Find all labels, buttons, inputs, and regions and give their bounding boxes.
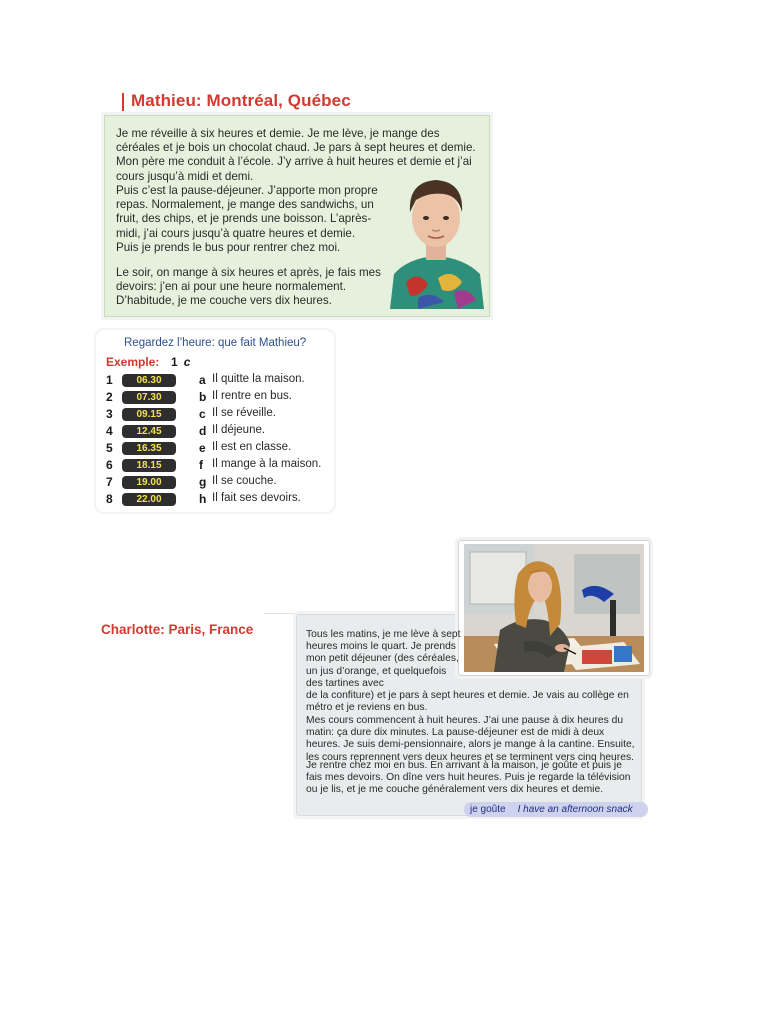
row-number: 3: [106, 407, 113, 421]
answer-sentence: Il se réveille.: [212, 407, 276, 419]
gloss-french: je goûte: [470, 804, 506, 815]
time-badge: 22.00: [122, 493, 176, 506]
mathieu-title: Mathieu: Montréal, Québec: [127, 91, 355, 111]
answer-letter: g: [199, 475, 207, 489]
answer-letter: b: [199, 390, 207, 404]
row-number: 6: [106, 458, 113, 472]
answer-sentence: Il mange à la maison.: [212, 458, 322, 470]
time-badge: 18.15: [122, 459, 176, 472]
answer-letter: d: [199, 424, 207, 438]
mathieu-paragraph-2: Puis c’est la pause-déjeuner. J’apporte mon propre repas. Normalement, je mange des sandwichs, un fruit, des chips, et je prends une boisson. L’après-midi, j’ai cours jusqu’à quatre heures et demie. Puis je prends le bus pour rentrer chez moi.: [116, 184, 378, 254]
charlotte-photo: [464, 544, 644, 672]
title-accent-bar: [122, 93, 124, 111]
time-badge: 07.30: [122, 391, 176, 404]
row-number: 8: [106, 492, 113, 506]
time-badge: 19.00: [122, 476, 176, 489]
vocabulary-gloss: [464, 802, 648, 817]
example-letter: c: [183, 355, 191, 369]
charlotte-paragraph-3: Je rentre chez moi en bus. En arrivant à la maison, je goûte et puis je fais mes devoirs. On dîne vers huit heures. Puis je regarde la télévision ou je lis, et je me couche généralement vers dix heures et demie.: [306, 760, 631, 796]
answer-sentence: Il rentre en bus.: [212, 390, 292, 402]
mathieu-paragraph-1: Je me réveille à six heures et demie. Je me lève, je mange des céréales et je bois un chocolat chaud. Je pars à sept heures et demie. Mon père me conduit à l’école. J’y arrive à huit heures et demie et j’ai cours jusqu’à midi et demi.: [116, 127, 476, 183]
answer-letter: f: [199, 458, 203, 472]
charlotte-paragraph-1-end: de la confiture) et je pars à sept heures et demie. Je vais au collège en métro et je reviens en bus.: [306, 690, 629, 714]
charlotte-title: Charlotte: Paris, France: [101, 622, 254, 637]
charlotte-paragraph-2: Mes cours commencent à huit heures. J’ai une pause à dix heures du matin: ça dure dix minutes. La pause-déjeuner est de midi à deux heures. Je suis demi-pensionnaire, alors je mange à la cantine. Ensuite, les cours reprennent vers deux heures et se terminent vers cinq heures.: [306, 715, 635, 763]
time-badge: 16.35: [122, 442, 176, 455]
answer-letter: c: [199, 407, 206, 421]
answer-letter: e: [199, 441, 206, 455]
answer-sentence: Il déjeune.: [212, 424, 266, 436]
charlotte-paragraph-1-start: Tous les matins, je me lève à sept heures moins le quart. Je prends mon petit déjeuner (des céréales, un jus d’orange, et quelquefois des tartines avec: [306, 629, 461, 689]
answer-sentence: Il fait ses devoirs.: [212, 492, 301, 504]
answer-sentence: Il quitte la maison.: [212, 373, 305, 385]
answer-sentence: Il est en classe.: [212, 441, 292, 453]
mathieu-paragraph-3: Le soir, on mange à six heures et après, je fais mes devoirs: j’en ai pour une heure normalement. D’habitude, je me couche vers dix heures.: [116, 266, 381, 308]
row-number: 7: [106, 475, 113, 489]
answer-letter: a: [199, 373, 206, 387]
answer-sentence: Il se couche.: [212, 475, 277, 487]
mathieu-photo: [388, 170, 484, 309]
time-badge: 12.45: [122, 425, 176, 438]
exercise-question: Regardez l’heure: que fait Mathieu?: [124, 337, 307, 349]
answer-letter: h: [199, 492, 207, 506]
row-number: 2: [106, 390, 113, 404]
row-number: 5: [106, 441, 113, 455]
time-badge: 09.15: [122, 408, 176, 421]
time-badge: 06.30: [122, 374, 176, 387]
example-answer: [171, 355, 190, 369]
gloss-english: I have an afternoon snack: [517, 804, 633, 815]
row-number: 1: [106, 373, 113, 387]
row-number: 4: [106, 424, 113, 438]
example-label: Exemple:: [106, 355, 160, 369]
example-number: 1: [171, 355, 178, 369]
